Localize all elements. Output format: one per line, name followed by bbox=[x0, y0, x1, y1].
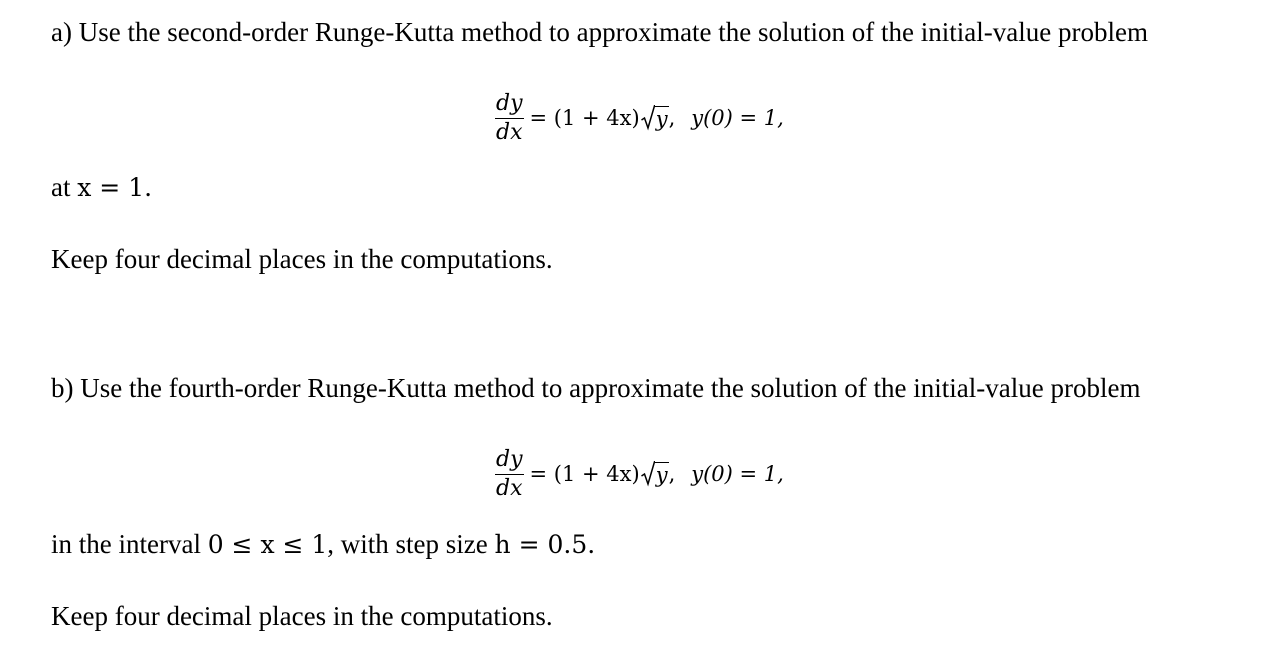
rhs-suffix: , bbox=[668, 462, 676, 486]
at-value: x = 1. bbox=[77, 173, 153, 202]
interval-math: 0 ≤ x ≤ 1 bbox=[207, 530, 328, 559]
part-b-precision-note: Keep four decimal places in the computations. bbox=[51, 601, 553, 631]
part-b-interval-statement bbox=[51, 528, 595, 561]
rhs-suffix: , bbox=[668, 106, 676, 130]
part-b-equation bbox=[495, 444, 784, 504]
radicand: y bbox=[655, 107, 668, 131]
fraction-numerator: dy bbox=[495, 92, 524, 119]
radical-sign-icon bbox=[641, 105, 655, 131]
part-a-equation bbox=[495, 88, 784, 148]
part-a-precision-note: Keep four decimal places in the computations. bbox=[51, 244, 553, 274]
rhs-prefix: = (1 + 4x) bbox=[529, 462, 640, 486]
step-math: h = 0.5. bbox=[494, 530, 596, 559]
rhs-prefix: = (1 + 4x) bbox=[529, 106, 640, 130]
interval-prefix: in the interval bbox=[51, 529, 208, 559]
equation-rhs bbox=[530, 105, 784, 131]
equation-rhs bbox=[530, 461, 784, 487]
radical-sign-icon bbox=[641, 461, 655, 487]
derivative-fraction bbox=[495, 448, 524, 501]
step-prefix: , with step size bbox=[327, 529, 495, 559]
part-b-intro: b) Use the fourth-order Runge-Kutta method to approximate the solution of the initial-value problem bbox=[51, 373, 1141, 403]
part-a-evaluation-point bbox=[51, 171, 152, 204]
initial-condition: y(0) = 1, bbox=[691, 106, 784, 130]
initial-condition: y(0) = 1, bbox=[691, 462, 784, 486]
square-root bbox=[641, 461, 669, 487]
at-prefix: at bbox=[51, 172, 78, 202]
fraction-denominator: dx bbox=[496, 475, 523, 501]
derivative-fraction bbox=[495, 92, 524, 145]
radicand: y bbox=[655, 463, 668, 487]
fraction-denominator: dx bbox=[496, 119, 523, 145]
part-a-intro: a) Use the second-order Runge-Kutta method to approximate the solution of the initial-value problem bbox=[51, 17, 1148, 47]
fraction-numerator: dy bbox=[495, 448, 524, 475]
square-root bbox=[641, 105, 669, 131]
